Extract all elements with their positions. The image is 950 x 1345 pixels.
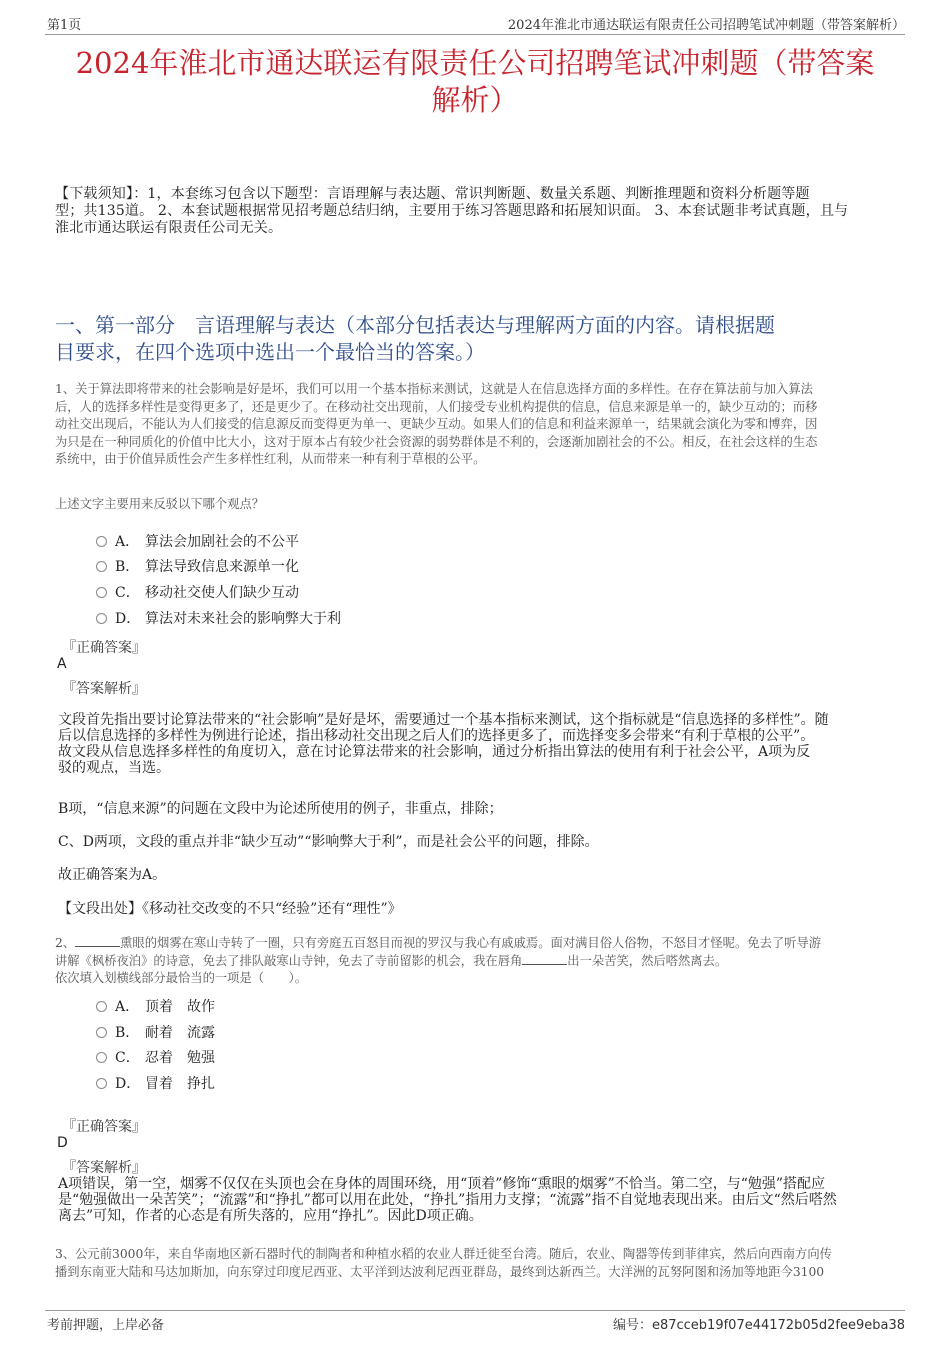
footer-slogan: 考前押题，上岸必备: [47, 1318, 165, 1333]
radio-icon[interactable]: [96, 587, 107, 598]
option-letter: A．: [115, 999, 140, 1015]
q1-conclusion: 故正确答案为A。: [58, 867, 167, 883]
radio-icon[interactable]: [96, 1078, 107, 1089]
analysis-line: 故文段从信息选择多样性的角度切入，意在讨论算法带来的社会影响，通过分析指出算法的使用有利于社会公平，A项为反: [58, 744, 811, 760]
header-doc-title: 2024年淮北市通达联运有限责任公司招聘笔试冲刺题（带答案解析）: [507, 18, 905, 33]
stem-line: 系统中，由于价值异质性会产生多样性红利，从而带来一种有利于草根的公平。: [55, 452, 486, 467]
radio-icon[interactable]: [96, 1052, 107, 1063]
q1-analysis-b: B项，“信息来源”的问题在文段中为论述所使用的例子，非重点，排除；: [58, 801, 503, 817]
option-text: 耐着 流露: [145, 1025, 215, 1041]
analysis-label: 『答案解析』: [62, 1160, 146, 1176]
radio-icon[interactable]: [96, 536, 107, 547]
notice-line: 型；共135道。 2、本套试题根据常见招考题总结归纳，主要用于练习答题思路和拓展知识面。 3、本套试题非考试真题，且与: [55, 203, 849, 219]
option-letter: C．: [115, 1050, 140, 1066]
correct-answer: A: [57, 656, 67, 672]
stem-line: 1、关于算法即将带来的社会影响是好是坏，我们可以用一个基本指标来测试，这就是人在信息选择方面的多样性。在存在算法前与加入算法: [55, 382, 813, 396]
stem-text: 讲解《枫桥夜泊》的诗意，免去了排队敲寒山寺钟，免去了寺前留影的机会，我在唇角: [55, 953, 523, 968]
stem-line: [55, 935, 895, 953]
title-line-2: 解析）: [431, 83, 519, 117]
q2-option-d[interactable]: [96, 1075, 215, 1093]
option-letter: B．: [115, 1025, 140, 1041]
page-number: 第1页: [47, 18, 82, 33]
stem-line: [55, 953, 895, 971]
footer-divider: [45, 1310, 905, 1311]
radio-icon[interactable]: [96, 613, 107, 624]
doc-id-label: 编号：: [612, 1318, 652, 1333]
question-number: 2、: [55, 936, 76, 950]
q2-option-c[interactable]: [96, 1049, 215, 1067]
stem-line: 3、公元前3000年，来自华南地区新石器时代的制陶者和种植水稻的农业人群迁徙至台湾。随后，农业、陶器等传到菲律宾，然后向西南方向传: [55, 1247, 832, 1261]
stem-line: 为只是在一种同质化的价值中比大小，这对于原本占有较少社会资源的弱势群体是不利的，会逐渐加剧社会的不公。相反，在社会这样的生态: [55, 434, 818, 449]
option-letter: B．: [115, 559, 140, 575]
radio-icon[interactable]: [96, 1001, 107, 1012]
download-notice: [55, 186, 895, 237]
answer-label: 『正确答案』: [62, 640, 146, 656]
stem-text: 出一朵苦笑，然后嗒然离去。: [567, 953, 728, 968]
option-text: 算法会加剧社会的不公平: [145, 534, 299, 550]
q1-option-b[interactable]: [96, 558, 299, 576]
option-text: 算法导致信息来源单一化: [145, 559, 299, 575]
section-heading: [55, 312, 895, 366]
stem-line: 后，人的选择多样性是变得更多了，还是更少了。在移动社交出现前，人们接受专业机构提供的信息，信息来源是单一的，缺少互动的；而移: [55, 399, 818, 414]
footer-doc-id: [613, 1314, 905, 1333]
question-1-prompt: 上述文字主要用来反驳以下哪个观点？: [55, 497, 265, 511]
option-text: 冒着 挣扎: [145, 1076, 215, 1092]
option-text: 顶着 故作: [145, 999, 215, 1015]
title-line-1: 2024年淮北市通达联运有限责任公司招聘笔试冲刺题（带答案: [75, 46, 875, 80]
stem-line: 动社交出现后，不能认为人们接受的信息源反而变得更为单一、更缺少互动。如果人们的信息和利益来源单一，结果就会演化为零和博弈，因: [55, 417, 818, 432]
analysis-line: 驳的观点，当选。: [58, 760, 170, 776]
stem-line: 播到东南亚大陆和马达加斯加，向东穿过印度尼西亚、太平洋到达波利尼西亚群岛，最终到达新西兰。大洋洲的瓦努阿图和汤加等地距今3100: [55, 1264, 825, 1279]
analysis-line: 后以信息选择的多样性为例进行论述，指出移动社交出现之后人们的选择更多了，而选择变多会带来“有利于草根的公平”。: [58, 728, 815, 744]
radio-icon[interactable]: [96, 1027, 107, 1038]
answer-label: 『正确答案』: [62, 1119, 146, 1135]
q2-analysis: [58, 1176, 898, 1224]
page-title: [40, 45, 910, 119]
analysis-label: 『答案解析』: [62, 681, 146, 697]
notice-line: 淮北市通达联运有限责任公司无关。: [55, 220, 283, 236]
notice-line: 【下载须知】：1，本套练习包含以下题型：言语理解与表达题、常识判断题、数量关系题、判断推理题和资料分析题等题: [55, 186, 810, 202]
radio-icon[interactable]: [96, 561, 107, 572]
q2-option-a[interactable]: [96, 998, 215, 1016]
question-2-prompt: 依次填入划横线部分最恰当的一项是（ ）。: [55, 971, 308, 986]
option-letter: D．: [115, 611, 141, 627]
section-heading-line: 一、第一部分 言语理解与表达（本部分包括表达与理解两方面的内容。请根据题: [55, 313, 775, 337]
option-letter: C．: [115, 585, 140, 601]
option-text: 算法对未来社会的影响弊大于利: [145, 611, 341, 627]
option-letter: A．: [115, 534, 140, 550]
correct-answer: D: [57, 1135, 68, 1151]
question-1-stem: [55, 381, 895, 469]
header-divider: [45, 34, 905, 35]
analysis-line: A项错误，第一空，烟雾不仅仅在头顶也会在身体的周围环绕，用“顶着”修饰“熏眼的烟雾”不恰当。第二空，与“勉强”搭配应: [58, 1176, 826, 1192]
question-3-stem: [55, 1246, 895, 1281]
analysis-line: 是“勉强做出一朵苦笑”；“流露”和“挣扎”都可以用在此处，“挣扎”指用力支撑；“流露”指不自觉地表现出来。由后文“然后嗒然: [58, 1192, 837, 1208]
option-text: 忍着 勉强: [145, 1050, 215, 1066]
fill-blank: [522, 954, 567, 965]
analysis-line: 文段首先指出要讨论算法带来的“社会影响”是好是坏，需要通过一个基本指标来测试，这个指标就是“信息选择的多样性”。随: [58, 712, 829, 728]
q2-option-b[interactable]: [96, 1024, 215, 1042]
analysis-line: 离去”可知，作者的心态是有所失落的，应用“挣扎”。因此D项正确。: [58, 1208, 483, 1224]
q1-analysis: [58, 712, 898, 776]
q1-source: 【文段出处】《移动社交改变的不只“经验”还有“理性”》: [58, 901, 402, 917]
question-2-stem: [55, 935, 895, 988]
section-heading-line: 目要求，在四个选项中选出一个最恰当的答案。）: [55, 340, 485, 364]
q1-option-c[interactable]: [96, 584, 299, 602]
fill-blank: [75, 936, 120, 947]
doc-id-code: e87cceb19f07e44172b05d2fee9eba38: [651, 1318, 905, 1333]
option-text: 移动社交使人们缺少互动: [145, 585, 299, 601]
option-letter: D．: [115, 1076, 141, 1092]
q1-analysis-cd: C、D两项，文段的重点并非“缺少互动”“影响弊大于利”，而是社会公平的问题，排除。: [58, 834, 599, 850]
q1-option-a[interactable]: [96, 533, 299, 551]
stem-text: 熏眼的烟雾在寒山寺转了一圈，只有旁庭五百怒目而视的罗汉与我心有戚戚焉。面对满目俗人俗物，不怒目才怪呢。免去了听导游: [120, 936, 822, 950]
q1-option-d[interactable]: [96, 610, 341, 628]
